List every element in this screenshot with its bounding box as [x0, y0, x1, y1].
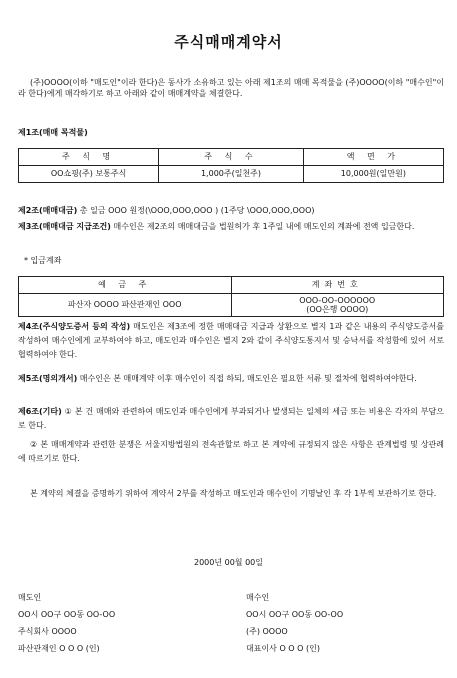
column-header-stock-count: 주 식 수 — [159, 149, 304, 166]
cell-account-number — [231, 294, 444, 317]
article6-item2: ② 본 매매계약과 관련한 분쟁은 서울지방법원의 전속관할로 하고 본 계약에 규정되지 않은 사항은 관계법령 및 상관례에 따르기로 한다. — [18, 440, 444, 463]
article4-text: 매도인은 제3조에 정한 매매대금 지급과 상환으로 별지 1과 같은 내용의 주식양도증서를 작성하여 매수인에게 교부하여야 하고, 매도인과 매수인은 별지 2와 같이 주식양도통지서 및 승낙서를 작성함에 있어 서로 협력하여야 한다. — [18, 322, 444, 359]
account-label: * 입금계좌 — [24, 256, 62, 265]
account-table — [18, 276, 444, 317]
account-table-wrap — [18, 276, 444, 317]
intro-paragraph: (주)OOOO(이하 "매도인"이라 한다)은 동사가 소유하고 있는 아래 제1조의 매매 목적물을 (주)OOOO(이하 "매수인"이라 한다)에게 매각하기로 하고 아래와 같이 매매계약을 체결한다. — [18, 78, 444, 98]
column-header-stock-name: 주 식 명 — [19, 149, 159, 166]
article3-heading: 제3조(매매대금 지급조건) — [18, 222, 111, 231]
object-table — [18, 148, 444, 183]
closing-paragraph: 본 계약의 체결을 증명하기 위하여 계약서 2부를 작성하고 매도인과 매수인이 기명날인 후 각 1부씩 보관하기로 한다. — [30, 489, 437, 498]
article1-table-wrap — [18, 148, 444, 183]
table-row — [19, 166, 444, 183]
account-number: OOO-OO-OOOOOO — [299, 295, 376, 305]
seller-signature — [18, 593, 208, 661]
cell-stock-name: OO쇼핑(주) 보통주식 — [19, 166, 159, 183]
contract-date: 2000년 00월 00일 — [194, 558, 263, 567]
article2-heading: 제2조(매매대금) — [18, 206, 78, 215]
article6-item1: ① 본 건 매매와 관련하여 매도인과 매수인에게 부과되거나 발생되는 일체의 세금 또는 비용은 각자의 부담으로 한다. — [18, 407, 444, 430]
document-title: 주식매매계약서 — [174, 33, 283, 51]
article3-text: 매수인은 제2조의 매매대금을 법원허가 후 1주일 내에 매도인의 계좌에 전액 입금한다. — [110, 222, 415, 231]
article5-text: 매수인은 본 매매계약 이후 매수인이 직접 하되, 매도인은 필요한 서류 및 절차에 협력하여야한다. — [77, 374, 417, 383]
article1-heading: 제1조(매매 목적물) — [18, 128, 88, 137]
buyer-signature — [246, 593, 436, 661]
object-table-header — [19, 149, 444, 166]
bank-name: (OO은행 OOOO) — [306, 305, 369, 314]
buyer-address: OO시 OO구 OO동 OO-OO — [246, 610, 344, 619]
article6-heading: 제6조(기타) — [18, 407, 62, 416]
article4 — [18, 320, 444, 362]
account-table-header — [19, 277, 444, 294]
seller-representative: 파산관재인 O O O (인) — [18, 644, 100, 653]
buyer-company: (주) OOOO — [246, 627, 288, 636]
cell-holder: 파산자 OOOO 파산관재인 OOO — [19, 294, 232, 317]
buyer-representative: 대표이사 O O O (인) — [246, 644, 320, 653]
article4-heading: 제4조(주식양도증서 등의 작성) — [18, 322, 131, 331]
column-header-holder: 예 금 주 — [19, 277, 232, 294]
article3 — [18, 222, 444, 233]
article5 — [18, 372, 444, 386]
article6 — [18, 405, 444, 433]
article5-heading: 제5조(명의개서) — [18, 374, 78, 383]
seller-label: 매도인 — [18, 593, 42, 602]
article2-text: 총 일금 OOO 원정(\OOO,OOO,OOO ) (1주당 \OOO,OOO,OOO) — [77, 206, 315, 215]
seller-company: 주식회사 OOOO — [18, 627, 77, 636]
buyer-label: 매수인 — [246, 593, 270, 602]
column-header-par-value: 액 면 가 — [303, 149, 443, 166]
column-header-account-number: 계좌번호 — [231, 277, 444, 294]
cell-stock-count: 1,000주(일천주) — [159, 166, 304, 183]
seller-address: OO시 OO구 OO동 OO-OO — [18, 610, 116, 619]
article2 — [18, 206, 444, 217]
cell-par-value: 10,000원(일만원) — [303, 166, 443, 183]
table-row — [19, 294, 444, 317]
